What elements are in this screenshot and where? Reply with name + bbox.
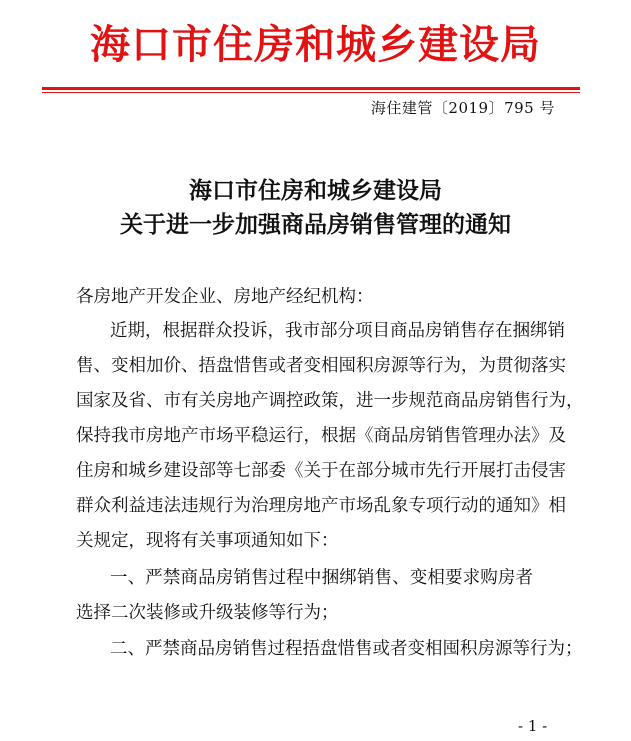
red-divider-thick (42, 87, 580, 90)
org-name-header: 海口市住房和城乡建设局 (90, 22, 541, 68)
list-item-line: 选择二次装修或升级装修等行为； (76, 603, 339, 623)
red-divider-thin (42, 92, 580, 93)
title-line-2: 关于进一步加强商品房销售管理的通知 (120, 211, 511, 238)
paragraph-line: 群众利益违法违规行为治理房地产市场乱象专项行动的通知》相 (76, 496, 566, 516)
title-line-1: 海口市住房和城乡建设局 (189, 177, 442, 204)
list-item-line: 二、严禁商品房销售过程捂盘惜售或者变相囤积房源等行为； (110, 639, 583, 659)
paragraph-line: 住房和城乡建设部等七部委《关于在部分城市先行开展打击侵害 (76, 461, 566, 481)
paragraph-line: 关规定，现将有关事项通知如下： (76, 531, 339, 551)
page-number: - 1 - (518, 717, 548, 735)
paragraph-line: 近期，根据群众投诉，我市部分项目商品房销售存在捆绑销 (110, 321, 565, 341)
paragraph-line: 国家及省、市有关房地产调控政策，进一步规范商品房销售行为， (76, 391, 584, 411)
document-number: 海住建管〔2019〕795 号 (370, 99, 555, 117)
salutation: 各房地产开发企业、房地产经纪机构： (76, 287, 374, 307)
list-item-line: 一、严禁商品房销售过程中捆绑销售、变相要求购房者 (110, 568, 533, 588)
paragraph-line: 保持我市房地产市场平稳运行，根据《商品房销售管理办法》及 (76, 426, 566, 446)
paragraph-line: 售、变相加价、捂盘惜售或者变相囤积房源等行为，为贯彻落实 (76, 356, 566, 376)
